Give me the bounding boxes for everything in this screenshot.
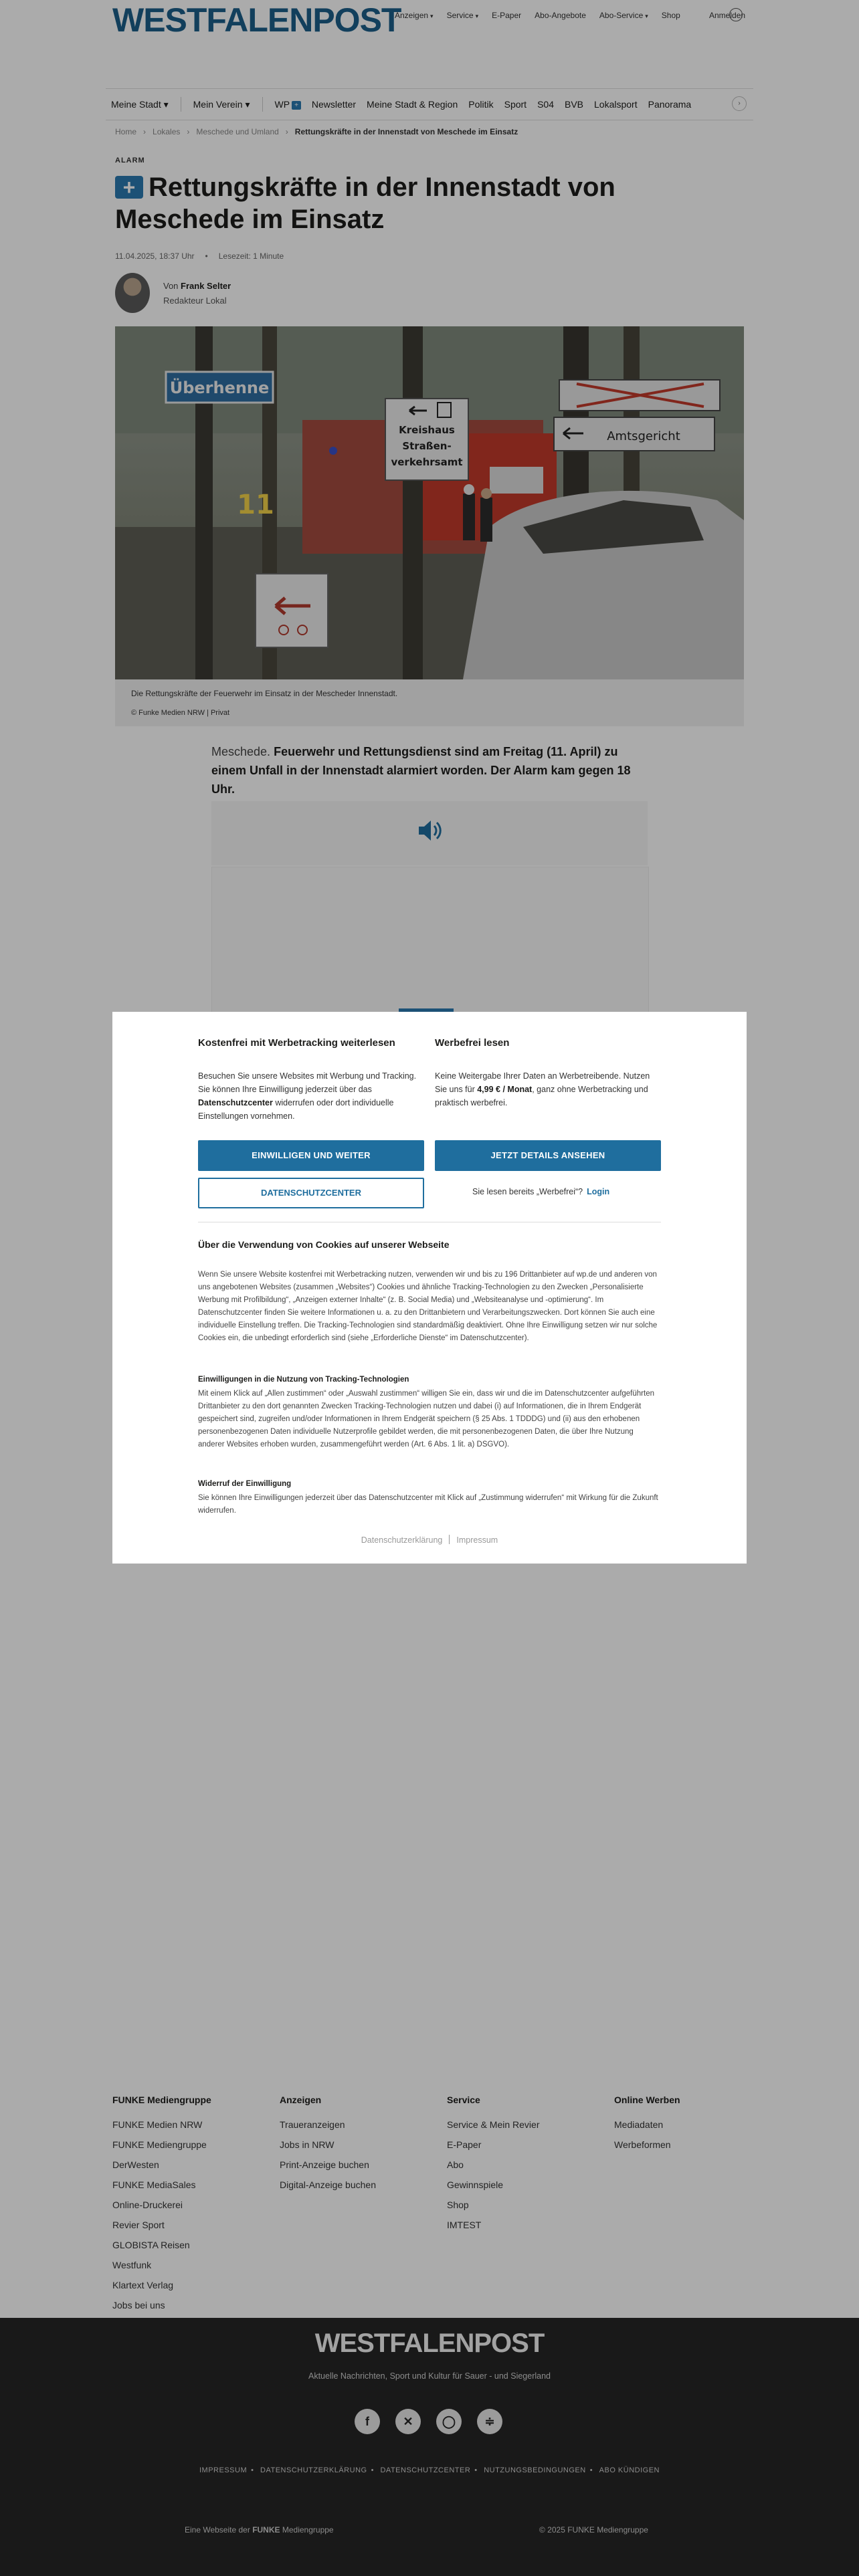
already-subscriber: Sie lesen bereits „Werbefrei“? Login (472, 1187, 610, 1196)
top-nav-shop[interactable]: Shop (661, 11, 680, 20)
nav-scroll-right-icon[interactable]: › (732, 96, 747, 111)
consent-free-title: Kostenfrei mit Werbetracking weiterlesen (198, 1037, 395, 1049)
sign-amtsgericht: Amtsgericht (607, 429, 680, 443)
sign-kreishaus-line1: Kreishaus (399, 424, 455, 436)
author-role: Redakteur Lokal (163, 296, 227, 306)
breadcrumb-separator-icon: › (143, 127, 147, 136)
footer-link[interactable]: IMTEST (447, 2220, 482, 2230)
article-kicker: ALARM (115, 156, 145, 165)
footer-legal-links: IMPRESSUM • DATENSCHUTZERKLÄRUNG • DATENSCHUTZCENTER • NUTZUNGSBEDINGUNGEN • ABO KÜNDIGEN (199, 2466, 660, 2474)
rss-icon[interactable]: ≑ (477, 2409, 502, 2434)
breadcrumb-separator-icon: › (285, 127, 288, 136)
login-link[interactable]: Anmelden (709, 11, 746, 20)
footer-link[interactable]: FUNKE MediaSales (112, 2179, 196, 2190)
reading-time: Lesezeit: 1 Minute (218, 251, 284, 261)
instagram-icon[interactable]: ◯ (436, 2409, 462, 2434)
chevron-down-icon: ▾ (645, 13, 648, 19)
nav-s04[interactable]: S04 (537, 99, 554, 110)
nav-wp-plus[interactable]: WP + (275, 99, 301, 110)
nav-lokalsport[interactable]: Lokalsport (594, 99, 638, 110)
footer-column-title: FUNKE Mediengruppe (112, 2095, 211, 2105)
nav-politik[interactable]: Politik (468, 99, 494, 110)
dateline: Meschede. (211, 745, 271, 758)
footer-tagline: Aktuelle Nachrichten, Sport und Kultur für Sauer - und Siegerland (308, 2371, 551, 2381)
footer-column-title: Online Werben (614, 2095, 680, 2105)
consent-footer-links (112, 1535, 747, 1545)
imprint-link[interactable]: Impressum (456, 1535, 498, 1545)
top-nav-epaper[interactable]: E-Paper (492, 11, 522, 20)
nav-my-club[interactable]: Mein Verein ▾ (193, 98, 250, 110)
footer-link[interactable]: Shop (447, 2199, 469, 2210)
legal-nutzungsbedingungen[interactable]: NUTZUNGSBEDINGUNGEN (484, 2466, 586, 2474)
footer-link[interactable]: Klartext Verlag (112, 2280, 174, 2290)
consent-adfree-title: Werbefrei lesen (435, 1037, 510, 1049)
accept-button[interactable]: EINWILLIGEN UND WEITER (198, 1140, 424, 1171)
author-name[interactable]: Frank Selter (181, 281, 231, 291)
image-caption: Die Rettungskräfte der Feuerwehr im Einsatz in der Mescheder Innenstadt. (131, 689, 398, 698)
image-credit: © Funke Medien NRW | Privat (131, 709, 230, 717)
breadcrumb-separator-icon: › (187, 127, 190, 136)
login-link[interactable]: Login (587, 1187, 610, 1196)
consent-usage-paragraph: Mit einem Klick auf „Allen zustimmen“ oder „Auswahl zustimmen“ willigen Sie ein, dass wir und die im Datenschutzcenter aufgeführten Drittanbieter zu den dort genannten Zwecken Tracking-Technologien nutzen und dabei (i) auf Informationen, die in Ihrem Endgerät gespeichert sind, zugreifen und/oder Informationen in Ihrem Endgerät speichern (§ 25 Abs. 1 TDDDG) und (ii) aus den erhobenen personenbezogenen Daten individuelle Nutzerprofile gebildet werden, die mit personenbezogenen Daten, die über Ihre Nutzung anderer Websites erhoben wurden, zusammengeführt werden (Art. 6 Abs. 1 lit. a) DSGVO). (198, 1390, 654, 1448)
site-of-funke: Eine Webseite der FUNKE Mediengruppe (185, 2525, 334, 2535)
article-title-text: Rettungskräfte in der Innenstadt von Meschede im Einsatz (115, 173, 615, 234)
consent-free-text: Besuchen Sie unsere Websites mit Werbung und Tracking. Sie können Ihre Einwilligung jederzeit über das Datenschutzcenter widerrufen oder dort individuelle Einstellungen vornehmen. (198, 1071, 417, 1121)
nav-region[interactable]: Meine Stadt & Region (367, 99, 458, 110)
footer-column-title: Anzeigen (280, 2095, 322, 2105)
cookies-title: Über die Verwendung von Cookies auf unserer Webseite (198, 1239, 450, 1250)
legal-abo-kuendigen[interactable]: ABO KÜNDIGEN (599, 2466, 660, 2474)
breadcrumb-home[interactable]: Home (115, 127, 137, 136)
footer-link[interactable]: Traueranzeigen (280, 2119, 345, 2130)
top-nav-anzeigen[interactable]: Anzeigen ▾ (395, 11, 434, 20)
top-nav-abo-angebote[interactable]: Abo-Angebote (535, 11, 586, 20)
footer-link[interactable]: Mediadaten (614, 2119, 664, 2130)
breadcrumb-current: Rettungskräfte in der Innenstadt von Meschede im Einsatz (294, 127, 518, 136)
footer-link[interactable]: Gewinnspiele (447, 2179, 504, 2190)
privacy-center-button[interactable]: DATENSCHUTZCENTER (198, 1178, 424, 1208)
nav-sport[interactable]: Sport (504, 99, 527, 110)
breadcrumb-lokales[interactable]: Lokales (153, 127, 181, 136)
footer-link[interactable]: Jobs bei uns (112, 2300, 165, 2311)
footer-link[interactable]: Westfunk (112, 2260, 152, 2270)
footer-link[interactable]: Revier Sport (112, 2220, 165, 2230)
nav-my-city[interactable]: Meine Stadt ▾ (111, 98, 169, 110)
footer-link[interactable]: Jobs in NRW (280, 2139, 335, 2150)
privacy-policy-link[interactable]: Datenschutzerklärung (361, 1535, 443, 1545)
footer-link[interactable]: Service & Mein Revier (447, 2119, 540, 2130)
nav-newsletter[interactable]: Newsletter (311, 99, 357, 110)
chevron-down-icon: ▾ (163, 98, 169, 110)
footer-link[interactable]: E-Paper (447, 2139, 482, 2150)
revoke-paragraph: Sie können Ihre Einwilligungen jederzeit über das Datenschutzcenter mit Klick auf „Zustimmung widerrufen“ mit Wirkung für die Zukunft widerrufen. (198, 1494, 658, 1515)
chevron-down-icon: ▾ (245, 98, 250, 110)
plus-icon: + (115, 176, 143, 199)
details-button[interactable]: JETZT DETAILS ANSEHEN (435, 1140, 661, 1171)
footer-link[interactable]: Abo (447, 2159, 464, 2170)
site-logo[interactable]: WESTFALENPOST (112, 1, 401, 39)
footer-link[interactable]: DerWesten (112, 2159, 159, 2170)
facebook-icon[interactable]: f (355, 2409, 380, 2434)
vehicle-number: 11 (237, 490, 274, 520)
legal-datenschutzcenter[interactable]: DATENSCHUTZCENTER (380, 2466, 471, 2474)
sign-ueberhenne: Überhenne (169, 379, 270, 397)
author-byline: Von Frank Selter (163, 281, 231, 291)
revoke-title: Widerruf der Einwilligung (198, 1480, 292, 1488)
footer-link[interactable]: Online-Druckerei (112, 2199, 183, 2210)
consent-dialog (112, 1012, 747, 1564)
x-icon[interactable]: ✕ (395, 2409, 421, 2434)
legal-datenschutzerklaerung[interactable]: DATENSCHUTZERKLÄRUNG (260, 2466, 367, 2474)
cookies-paragraph: Wenn Sie unsere Website kostenfrei mit Werbetracking nutzen, verwenden wir und bis zu 196 Drittanbieter auf wp.de und anderen von uns angebotenen Websites (zusammen „Websites“) Cookies und ähnliche Tracking-Technologien zu den Zwecken „Personalisierte Werbung mit Profilbildung“, „Anzeigen externer Inhalte“ (z. B. Social Media) und „Websiteanalyse und -optimierung“. Im Datenschutzcenter finden Sie weitere Informationen u. a. zu den Drittanbietern und Verarbeitungszwecken. Dort können Sie auch eine individuelle Einstellung treffen. Die Tracking-Technologien sind standardmäßig deaktiviert. Ohne Ihre Einwilligung setzen wir nur solche Cookies ein, die unbedingt erforderlich sind (siehe „Erforderliche Dienste“ im Datenschutzcenter). (198, 1271, 658, 1342)
footer-link[interactable]: FUNKE Mediengruppe (112, 2139, 207, 2150)
copyright: © 2025 FUNKE Mediengruppe (539, 2525, 648, 2535)
footer-link[interactable]: FUNKE Medien NRW (112, 2119, 203, 2130)
legal-impressum[interactable]: IMPRESSUM (199, 2466, 248, 2474)
nav-panorama[interactable]: Panorama (648, 99, 692, 110)
sign-kreishaus-line3: verkehrsamt (391, 456, 463, 468)
footer-link[interactable]: Print-Anzeige buchen (280, 2159, 369, 2170)
consent-adfree-text: Keine Weitergabe Ihrer Daten an Werbetreibende. Nutzen Sie uns für 4,99 € / Monat, ganz ohne Werbetracking und praktisch werbefrei. (435, 1071, 650, 1107)
sign-kreishaus-line2: Straßen- (402, 440, 452, 452)
footer-logo[interactable]: WESTFALENPOST (314, 2329, 545, 2358)
nav-bvb[interactable]: BVB (565, 99, 584, 110)
top-nav-service[interactable]: Service ▾ (446, 11, 479, 20)
article-date: 11.04.2025, 18:37 Uhr (115, 251, 195, 261)
footer-column-title: Service (447, 2095, 480, 2105)
privacy-center-inline-link[interactable]: Datenschutzcenter (198, 1098, 273, 1107)
consent-usage-title: Einwilligungen in die Nutzung von Tracking-Technologien (198, 1376, 409, 1384)
chevron-down-icon: ▾ (475, 13, 479, 19)
footer-link[interactable]: Werbeformen (614, 2139, 671, 2150)
lead-text: Feuerwehr und Rettungsdienst sind am Freitag (11. April) zu einem Unfall in der Innenstadt alarmiert worden. Der Alarm kam gegen 18 Uhr. (211, 745, 631, 796)
top-nav-abo-service[interactable]: Abo-Service ▾ (599, 11, 648, 20)
footer-link[interactable]: GLOBISTA Reisen (112, 2240, 190, 2250)
breadcrumb-meschede[interactable]: Meschede und Umland (196, 127, 279, 136)
meta-dot: • (205, 251, 208, 261)
link-separator (449, 1535, 450, 1544)
plus-icon: + (292, 101, 301, 110)
chevron-down-icon: ▾ (430, 13, 434, 19)
footer-link[interactable]: Digital-Anzeige buchen (280, 2179, 376, 2190)
